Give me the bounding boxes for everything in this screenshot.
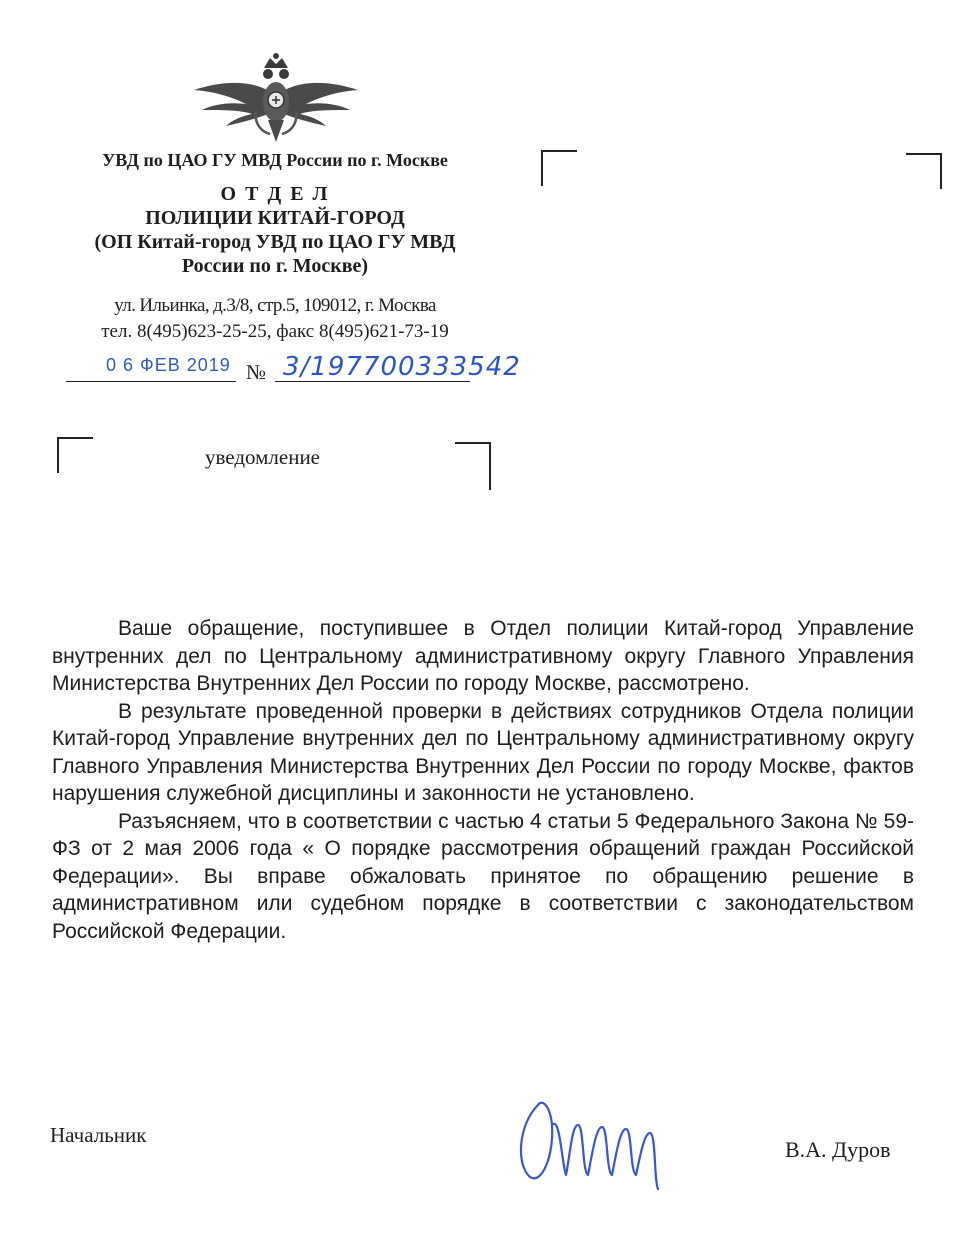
date-stamp: 0 6 ФЕВ 2019 [106, 355, 231, 375]
letterhead-phones: тел. 8(495)623-25-25, факс 8(495)621-73-19 [101, 321, 449, 342]
registration-number: 3/197700333542 [283, 352, 521, 382]
signature-icon [508, 1085, 678, 1195]
letterhead-dept-line: (ОП Китай-город УВД по ЦАО ГУ МВД [94, 231, 456, 253]
letterhead-dept-line: России по г. Москве) [181, 255, 369, 277]
document-subject: уведомление [205, 445, 321, 469]
subject-corner-top-left [57, 437, 93, 473]
address-corner-top-right [906, 153, 942, 189]
letterhead-organization: УВД по ЦАО ГУ МВД России по г. Москве [102, 150, 448, 170]
emblem-icon [190, 52, 362, 144]
number-sign: № [246, 360, 267, 384]
body-paragraph: Разъясняем, что в соответствии с частью 4 статьи 5 Федерального Закона № 59-ФЗ от 2 мая 2006 года « О порядке рассмотрения обращений граждан Российской Федерации». Вы вправе обжаловать принятое по обращению решение в административном или судебном порядке в соответствии с законодательством Российской Федерации. [52, 809, 914, 943]
letterhead-dept-line: ПОЛИЦИИ КИТАЙ-ГОРОД [145, 207, 405, 229]
date-underline [66, 381, 236, 382]
letterhead-address: ул. Ильинка, д.3/8, стр.5, 109012, г. Москва [114, 295, 436, 316]
subject-corner-top-right [455, 442, 491, 490]
body-paragraph: В результате проведенной проверки в действиях сотрудников Отдела полиции Китай-город Управление внутренних дел по Центральному административному округу Главного Управления Министерства Внутренних Дел России по городу Москве, фактов нарушения служебной дисциплины и законности не установлено. [52, 699, 914, 805]
body-paragraph: Ваше обращение, поступившее в Отдел полиции Китай-город Управление внутренних дел по Центральному административному округу Главного Управления Министерства Внутренних Дел России по городу Москве, рассмотрено. [52, 617, 914, 695]
signatory-title: Начальник [50, 1123, 147, 1147]
letter-body [52, 615, 914, 945]
letterhead-department [60, 182, 490, 278]
letterhead-dept-line: О Т Д Е Л [220, 183, 330, 205]
address-corner-top-left [541, 150, 577, 186]
signatory-name: В.А. Дуров [785, 1137, 891, 1162]
